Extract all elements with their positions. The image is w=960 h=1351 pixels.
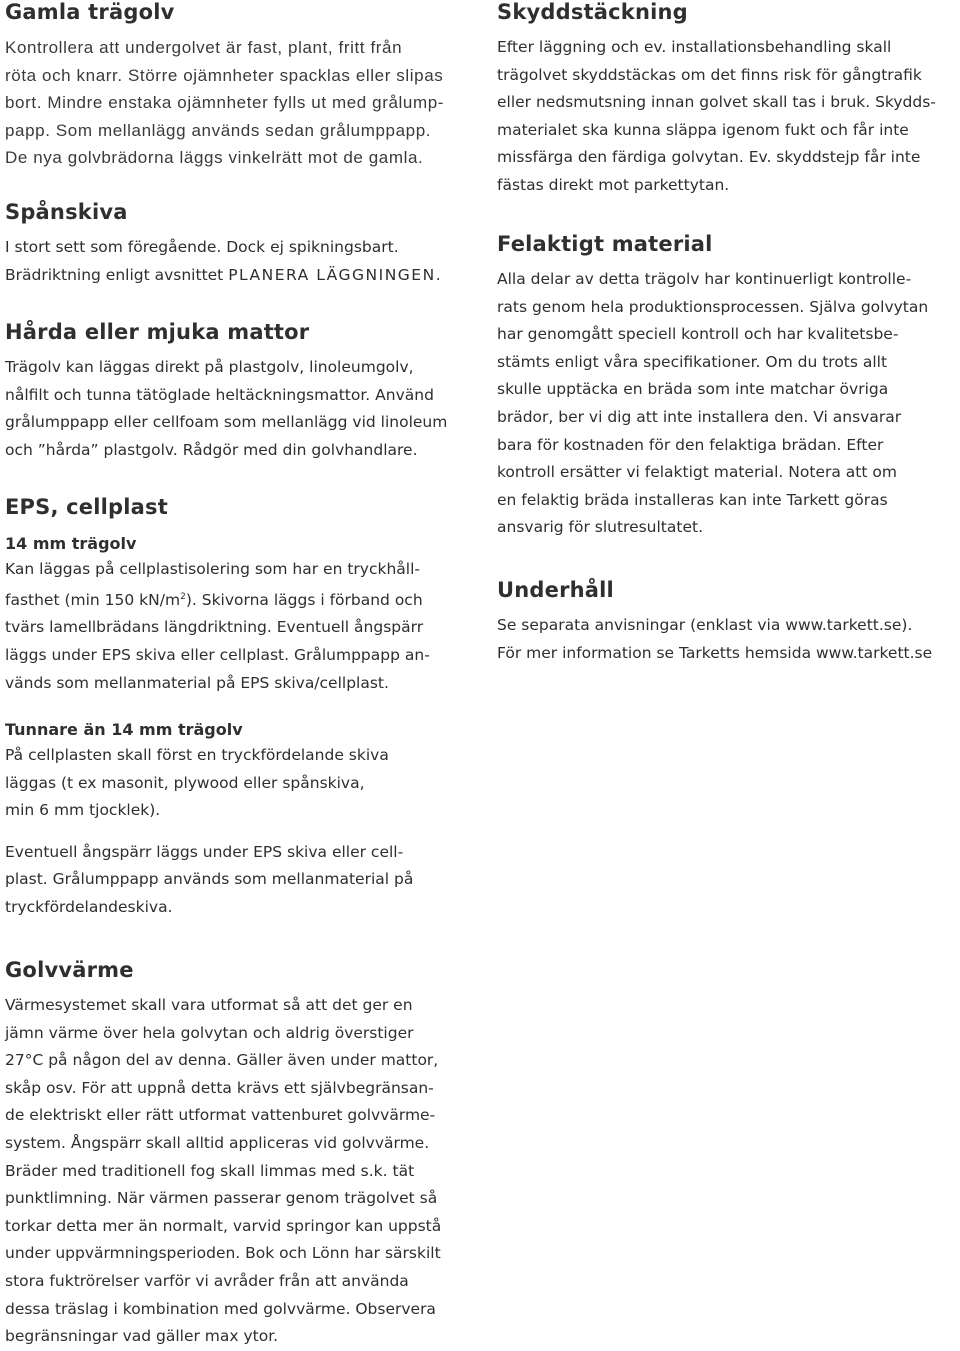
section-body xyxy=(5,34,444,172)
section-heading: Golvvärme xyxy=(5,958,134,982)
text-line: Se separata anvisningar (enklast via www.tarkett.se). xyxy=(497,616,913,634)
text-line: läggs under EPS skiva eller cellplast. Grålumppapp an- xyxy=(5,645,430,664)
section-heading: EPS, cellplast xyxy=(5,495,168,519)
text-line: trägolvet skyddstäckas om det finns risk för gångtrafik xyxy=(497,65,922,84)
section-heading: Spånskiva xyxy=(5,200,128,224)
text-line: För mer information se Tarketts hemsida www.tarkett.se xyxy=(497,643,933,662)
text-line: Värmesystemet skall vara utformat så att det ger en xyxy=(5,996,413,1014)
text-line: Kontrollera att undergolvet är fast, plant, fritt från xyxy=(5,38,403,57)
text-line: eller nedsmutsning innan golvet skall tas i bruk. Skydds- xyxy=(497,93,936,112)
text-line: system. Ångspärr skall alltid appliceras vid golvvärme. xyxy=(5,1133,430,1152)
text-line: dessa träslag i kombination med golvvärme. Observera xyxy=(5,1299,436,1318)
section-body xyxy=(497,266,928,542)
text-line: vänds som mellanmaterial på EPS skiva/cellplast. xyxy=(5,673,389,692)
text-line: tryckfördelandeskiva. xyxy=(5,897,173,916)
text-line: har genomgått speciell kontroll och har kvalitetsbe- xyxy=(497,325,899,344)
text-line: På cellplasten skall först en tryckfördelande skiva xyxy=(5,746,389,764)
text-line: skåp osv. För att uppnå detta krävs ett självbegränsan- xyxy=(5,1078,434,1097)
text-line: Eventuell ångspärr läggs under EPS skiva eller cell- xyxy=(5,842,404,861)
section-eps-cellplast xyxy=(5,495,430,697)
section-skyddstackning xyxy=(497,0,936,200)
text-line: tvärs lamellbrädans längdriktning. Eventuell ångspärr xyxy=(5,618,424,637)
subheading: 14 mm trägolv xyxy=(5,534,137,553)
text-line: och ”hårda” plastgolv. Rådgör med din golvhandlare. xyxy=(5,440,418,459)
text-line: Kan läggas på cellplastisolering som har en tryckhåll- xyxy=(5,560,420,578)
text-line: jämn värme över hela golvytan och aldrig överstiger xyxy=(5,1023,414,1042)
text-line: Alla delar av detta trägolv har kontinuerligt kontrolle- xyxy=(497,270,912,288)
text-line: stora fuktrörelser varför vi avråder från att använda xyxy=(5,1271,409,1290)
section-body xyxy=(5,234,442,289)
text-line: I stort sett som föregående. Dock ej spikningsbart. xyxy=(5,238,399,256)
section-underhall xyxy=(497,578,932,667)
superscript: 2 xyxy=(180,591,186,602)
text-line: 27°C på någon del av denna. Gäller även under mattor, xyxy=(5,1051,439,1070)
text-line: brädor, ber vi dig att inte installera den. Vi ansvarar xyxy=(497,407,902,426)
section-heading: Hårda eller mjuka mattor xyxy=(5,320,310,344)
text-line: de elektriskt eller rätt utformat vattenburet golvvärme- xyxy=(5,1106,436,1125)
text-fragment: ). Skivorna läggs i förband och xyxy=(185,590,423,609)
section-body xyxy=(5,839,413,922)
text-line: papp. Som mellanlägg används sedan grålumppapp. xyxy=(5,120,432,140)
text-line: Bräder med traditionell fog skall limmas med s.k. tät xyxy=(5,1161,415,1180)
section-golvvarme xyxy=(5,958,441,1351)
text-line: under uppvärmningsperioden. Bok och Lönn har särskilt xyxy=(5,1244,441,1263)
section-heading: Felaktigt material xyxy=(497,232,713,256)
text-line: fästas direkt mot parkettytan. xyxy=(497,175,730,194)
text-line: röta och knarr. Större ojämnheter spacklas eller slipas xyxy=(5,65,444,85)
section-spanskiva xyxy=(5,200,442,289)
section-heading: Underhåll xyxy=(497,578,614,602)
text-line: punktlimning. När värmen passerar genom trägolvet så xyxy=(5,1189,438,1208)
section-felaktigt-material xyxy=(497,232,928,542)
subheading: Tunnare än 14 mm trägolv xyxy=(5,720,243,739)
section-body xyxy=(5,742,413,825)
section-reference: PLANERA LÄGGNINGEN. xyxy=(228,265,443,284)
section-tunnare-tragolv xyxy=(5,718,413,922)
text-line: Trägolv kan läggas direkt på plastgolv, linoleumgolv, xyxy=(5,358,414,376)
text-line xyxy=(5,262,442,290)
text-line: materialet ska kunna släppa igenom fukt och får inte xyxy=(497,120,909,139)
section-harda-mjuka-mattor xyxy=(5,320,447,464)
section-gamla-tragolv xyxy=(5,0,444,172)
text-line: nålfilt och tunna tätöglade heltäckningsmattor. Använd xyxy=(5,385,434,404)
text-line: grålumppapp eller cellfoam som mellanlägg vid linoleum xyxy=(5,413,448,432)
text-line: De nya golvbrädorna läggs vinkelrätt mot de gamla. xyxy=(5,148,424,168)
text-line: kontroll ersätter vi felaktigt material. Notera att om xyxy=(497,463,897,482)
text-fragment: Brädriktning enligt avsnittet xyxy=(5,265,229,284)
text-line: en felaktig bräda installeras kan inte Tarkett göras xyxy=(497,490,888,509)
text-line xyxy=(5,584,430,615)
text-line: läggas (t ex masonit, plywood eller spånskiva, xyxy=(5,773,365,792)
section-body xyxy=(497,34,936,200)
text-line: plast. Grålumppapp används som mellanmaterial på xyxy=(5,870,414,889)
section-heading: Gamla trägolv xyxy=(5,0,175,24)
text-line: stämts enligt våra specifikationer. Om du trots allt xyxy=(497,352,888,371)
text-line: skulle upptäcka en bräda som inte matchar övriga xyxy=(497,380,889,399)
text-line: missfärga den färdiga golvytan. Ev. skyddstejp får inte xyxy=(497,148,921,167)
section-body xyxy=(5,992,441,1351)
text-line: bort. Mindre enstaka ojämnheter fylls ut med grålump- xyxy=(5,93,445,113)
text-line: Efter läggning och ev. installationsbehandling skall xyxy=(497,38,892,56)
text-line: ansvarig för slutresultatet. xyxy=(497,518,704,537)
text-fragment: fasthet (min 150 kN/m xyxy=(5,590,181,609)
section-body xyxy=(497,612,932,667)
section-body xyxy=(5,354,447,464)
section-body xyxy=(5,556,430,697)
text-line: rats genom hela produktionsprocessen. Själva golvytan xyxy=(497,297,929,316)
text-line: torkar detta mer än normalt, varvid springor kan uppstå xyxy=(5,1216,442,1235)
text-line: begränsningar vad gäller max ytor. xyxy=(5,1327,279,1346)
section-heading: Skyddstäckning xyxy=(497,0,688,24)
text-line: min 6 mm tjocklek). xyxy=(5,801,161,820)
text-line: bara för kostnaden för den felaktiga brädan. Efter xyxy=(497,435,884,454)
